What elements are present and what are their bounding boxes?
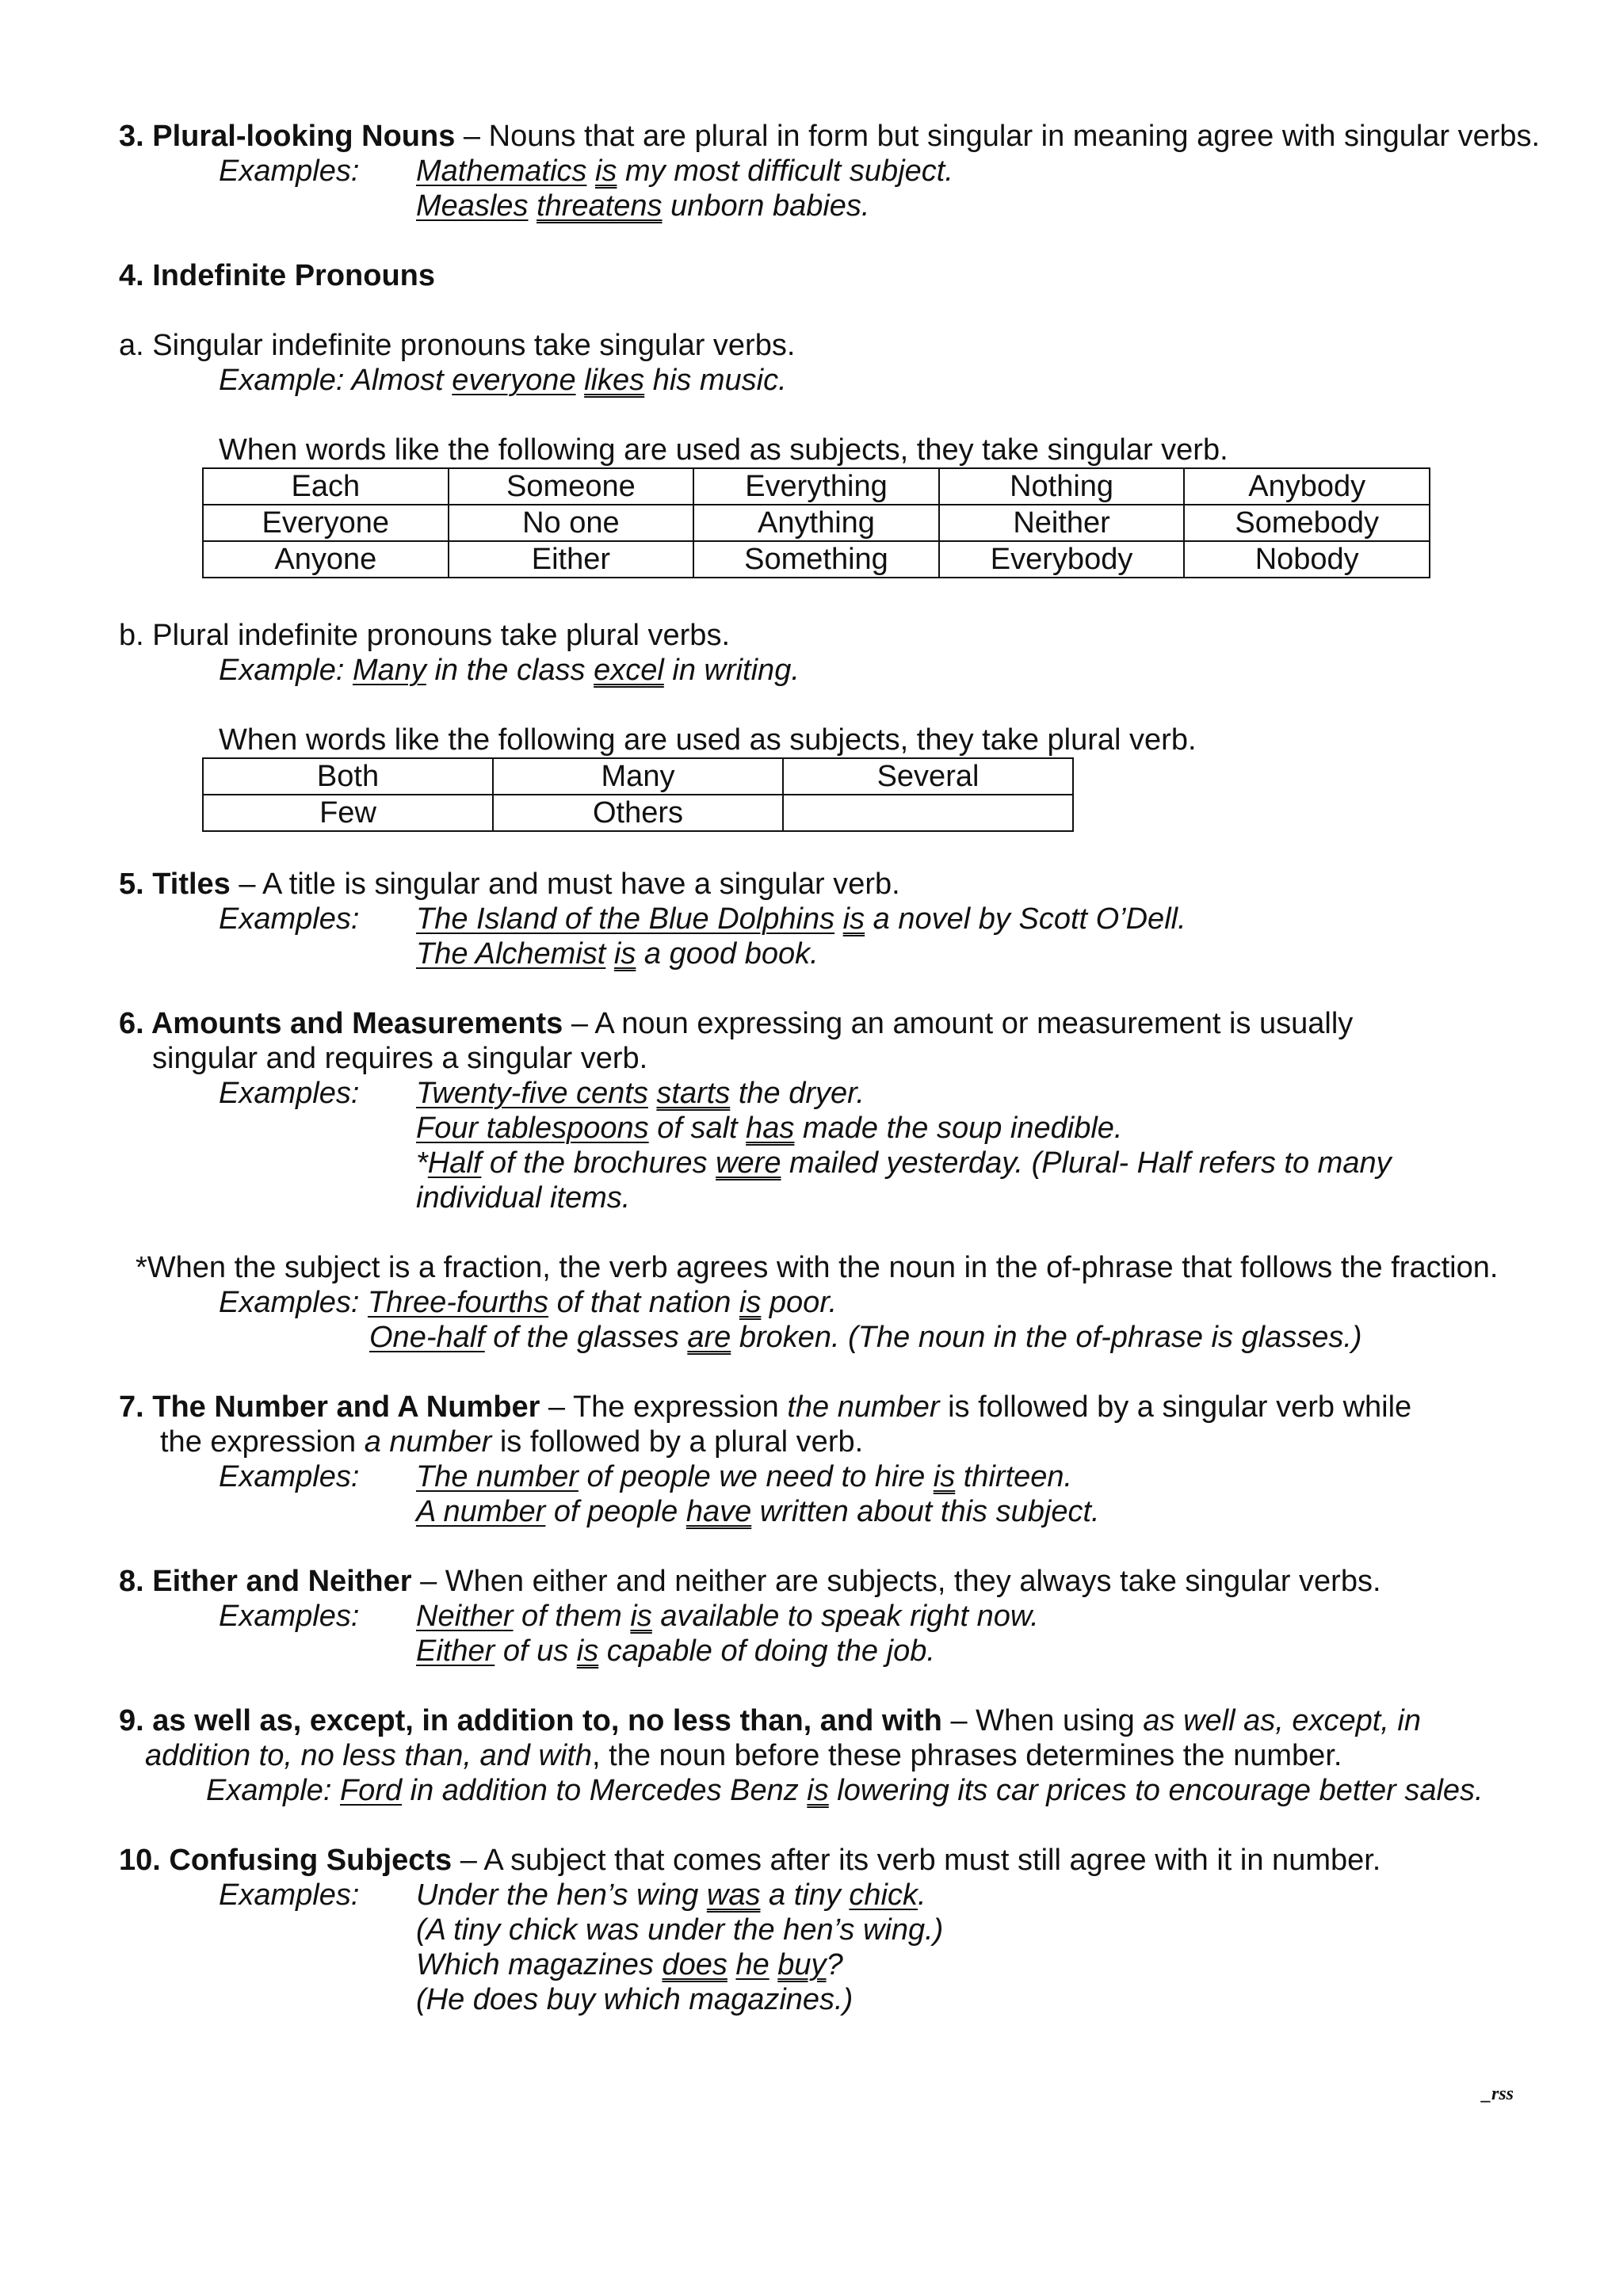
section-6-examples-label: Examples: [219, 1077, 360, 1110]
plural-pronouns-table [202, 757, 1074, 832]
example-subject: Neither [416, 1600, 514, 1633]
example-subject: Mathematics [416, 154, 587, 188]
example-text [834, 902, 843, 936]
example-verb: threatens [537, 189, 663, 223]
example-text: of us [495, 1634, 577, 1668]
example-verb: is [613, 937, 636, 971]
example-subject: Measles [416, 189, 529, 223]
example-text: mailed yesterday. (Plural- Half refers to many [781, 1146, 1392, 1180]
example-verb: is [594, 154, 617, 188]
section-6-title-line [119, 1006, 1353, 1041]
example-verb: is [807, 1774, 829, 1807]
section-3-example-2 [416, 189, 870, 223]
example-subject: A number [416, 1495, 546, 1528]
example-subject: Twenty-five cents [416, 1077, 648, 1110]
example-text: . [917, 1878, 926, 1912]
table-cell: Either [449, 541, 694, 578]
section-4-heading: 4. Indefinite Pronouns [119, 259, 436, 292]
table-cell: No one [449, 505, 694, 541]
example-verb: excel [594, 654, 664, 687]
example-subject: Either [416, 1634, 495, 1668]
section-4a-line: a. Singular indefinite pronouns take singular verbs. [119, 329, 796, 362]
section-8-examples-label: Examples: [219, 1600, 360, 1633]
table-cell: Several [783, 758, 1073, 795]
example-text: in the class [426, 654, 594, 687]
example-text: Example: Almost [219, 364, 453, 397]
example-text [605, 937, 614, 971]
example-text: of the glasses [484, 1321, 688, 1354]
section-3-example-1 [416, 154, 953, 189]
section-6-example-3-cont: individual items. [416, 1181, 631, 1215]
section-7-description: is followed by a singular verb while [939, 1390, 1412, 1424]
example-text [648, 1077, 657, 1110]
example-text: poor. [761, 1286, 838, 1319]
fraction-example-1 [219, 1285, 837, 1320]
section-7-example-2 [416, 1494, 1100, 1529]
section-7-heading: 7. The Number and A Number [119, 1390, 540, 1424]
example-verb: does [662, 1948, 727, 1981]
example-subject: Half [427, 1146, 482, 1180]
section-3-heading: 3. Plural-looking Nouns [119, 120, 456, 153]
table-cell: Everybody [939, 541, 1185, 578]
example-text: made the soup inedible. [794, 1112, 1123, 1145]
example-verb: have [685, 1495, 752, 1528]
section-8-example-2 [416, 1634, 935, 1669]
section-8-description: – When either and neither are subjects, they always take singular verbs. [411, 1565, 1381, 1598]
section-7-description: a number [364, 1425, 492, 1459]
table-cell: Others [493, 795, 783, 831]
table-cell: Everyone [203, 505, 449, 541]
example-text: written about this subject. [751, 1495, 1100, 1528]
example-text: a tiny [760, 1878, 850, 1912]
section-6-description-cont: singular and requires a singular verb. [152, 1042, 648, 1075]
example-text: capable of doing the job. [598, 1634, 935, 1668]
table-row [203, 795, 1073, 831]
example-text: his music. [644, 364, 787, 397]
table-cell: Anything [693, 505, 939, 541]
example-text: my most difficult subject. [617, 154, 953, 188]
section-10-example-2 [416, 1947, 843, 1982]
section-8-heading: 8. Either and Neither [119, 1565, 412, 1598]
section-9-description-cont [145, 1738, 1342, 1773]
example-subject: he [735, 1948, 769, 1981]
example-text: the dryer. [730, 1077, 865, 1110]
section-6-example-3 [416, 1146, 1392, 1180]
example-text: Example: [206, 1774, 340, 1807]
section-7-title-line [119, 1390, 1411, 1425]
example-text: of that nation [548, 1286, 739, 1319]
example-text: in addition to Mercedes Benz [402, 1774, 808, 1807]
section-3-examples-label: Examples: [219, 154, 360, 188]
table-cell: Someone [449, 468, 694, 505]
example-text: available to speak right now. [651, 1600, 1039, 1633]
table-cell: Each [203, 468, 449, 505]
example-text: ? [826, 1948, 843, 1981]
section-7-description-cont [160, 1425, 863, 1459]
example-text: thirteen. [955, 1460, 1073, 1493]
section-8-example-1 [416, 1599, 1039, 1634]
example-subject: Three-fourths [367, 1286, 549, 1319]
example-text [576, 364, 585, 397]
example-verb: is [739, 1286, 762, 1319]
table-cell: Few [203, 795, 493, 831]
example-verb: is [933, 1460, 956, 1493]
table-row [203, 505, 1430, 541]
example-text: Which magazines [416, 1948, 663, 1981]
table-cell: Something [693, 541, 939, 578]
section-5-heading: 5. Titles [119, 868, 231, 901]
section-10-example-1 [416, 1878, 926, 1913]
section-9-description: addition to, no less than, and with [145, 1739, 593, 1772]
example-text: broken. (The noun in the of-phrase is glasses.) [731, 1321, 1362, 1354]
section-6-heading: 6. Amounts and Measurements [119, 1007, 563, 1040]
section-5-title-line [119, 867, 900, 902]
table-cell: Many [493, 758, 783, 795]
example-text: a novel by Scott O’Dell. [865, 902, 1186, 936]
example-verb: has [746, 1112, 795, 1145]
table-row [203, 468, 1430, 505]
example-text: of people [545, 1495, 686, 1528]
section-3-title-line [119, 119, 1540, 154]
singular-pronouns-table [202, 467, 1430, 578]
table-cell: Everything [693, 468, 939, 505]
example-text: lowering its car prices to encourage better sales. [828, 1774, 1484, 1807]
section-9-description: , the noun before these phrases determines the number. [592, 1739, 1342, 1772]
example-text: of the brochures [481, 1146, 716, 1180]
author-signature: _rss [1482, 2084, 1514, 2104]
section-9-title-line [119, 1703, 1421, 1738]
example-verb: buy [777, 1948, 827, 1981]
section-7-description: the number [787, 1390, 940, 1424]
section-9-description: – When using [941, 1704, 1144, 1737]
table-row [203, 758, 1073, 795]
example-text [727, 1948, 736, 1981]
section-10-examples-label: Examples: [219, 1878, 360, 1912]
example-text: unborn babies. [662, 189, 870, 223]
section-7-description: the expression [160, 1425, 365, 1459]
table-cell [783, 795, 1073, 831]
example-text: Under the hen’s wing [416, 1878, 707, 1912]
example-subject: One-half [369, 1321, 485, 1354]
fraction-example-2 [369, 1320, 1362, 1355]
table-cell: Neither [939, 505, 1185, 541]
table-cell: Somebody [1184, 505, 1430, 541]
section-9-example [206, 1773, 1484, 1808]
example-verb: are [687, 1321, 731, 1354]
example-verb: was [706, 1878, 761, 1912]
example-text: of them [513, 1600, 631, 1633]
section-7-example-1 [416, 1459, 1072, 1494]
example-subject: everyone [452, 364, 576, 397]
table-cell: Anyone [203, 541, 449, 578]
fraction-note: *When the subject is a fraction, the verb agrees with the noun in the of-phrase that follows the fraction. [136, 1251, 1499, 1284]
example-subject: Ford [339, 1774, 403, 1807]
table-cell: Both [203, 758, 493, 795]
section-10-example-2-note: (He does buy which magazines.) [416, 1983, 854, 2016]
plural-table-intro: When words like the following are used as subjects, they take plural verb. [219, 723, 1197, 757]
section-5-example-2 [416, 936, 819, 971]
table-cell: Nothing [939, 468, 1185, 505]
example-verb: likes [584, 364, 645, 397]
table-cell: Anybody [1184, 468, 1430, 505]
example-text: Examples: [219, 1286, 368, 1319]
example-subject: The Island of the Blue Dolphins [416, 902, 835, 936]
section-5-examples-label: Examples: [219, 902, 360, 936]
example-verb: is [842, 902, 865, 936]
section-9-heading: 9. as well as, except, in addition to, no less than, and with [119, 1704, 942, 1737]
section-6-example-1 [416, 1076, 865, 1111]
section-10-example-1-note: (A tiny chick was under the hen’s wing.) [416, 1913, 944, 1947]
example-subject: The number [416, 1460, 579, 1493]
section-9-description: as well as, except, in [1143, 1704, 1421, 1737]
singular-table-intro: When words like the following are used as subjects, they take singular verb. [219, 433, 1228, 467]
example-text: a good book. [636, 937, 819, 971]
section-6-example-2 [416, 1111, 1123, 1146]
section-4b-example [219, 653, 800, 688]
example-verb: starts [656, 1077, 731, 1110]
example-text: in writing. [663, 654, 800, 687]
section-4b-line: b. Plural indefinite pronouns take plural verbs. [119, 619, 731, 652]
section-3-description: – Nouns that are plural in form but singular in meaning agree with singular verbs. [455, 120, 1541, 153]
example-subject: Many [352, 654, 426, 687]
example-text: Example: [219, 654, 353, 687]
section-7-description: – The expression [540, 1390, 788, 1424]
example-verb: is [630, 1600, 652, 1633]
example-subject: The Alchemist [416, 937, 606, 971]
example-text [529, 189, 537, 223]
section-7-examples-label: Examples: [219, 1460, 360, 1493]
example-text: * [416, 1146, 428, 1180]
example-text: of salt [648, 1112, 747, 1145]
example-verb: were [716, 1146, 781, 1180]
section-6-description: – A noun expressing an amount or measurement is usually [563, 1007, 1354, 1040]
example-text: of people we need to hire [578, 1460, 934, 1493]
section-8-title-line [119, 1564, 1381, 1599]
table-row [203, 541, 1430, 578]
example-subject: chick [849, 1878, 918, 1912]
example-subject: Four tablespoons [416, 1112, 649, 1145]
section-7-description: is followed by a plural verb. [491, 1425, 864, 1459]
section-5-description: – A title is singular and must have a singular verb. [230, 868, 900, 901]
section-5-example-1 [416, 902, 1186, 936]
section-10-heading: 10. Confusing Subjects [119, 1844, 453, 1877]
example-verb: is [576, 1634, 599, 1668]
example-text [586, 154, 595, 188]
example-text [769, 1948, 778, 1981]
section-10-title-line [119, 1843, 1381, 1878]
table-cell: Nobody [1184, 541, 1430, 578]
section-10-description: – A subject that comes after its verb must still agree with it in number. [452, 1844, 1381, 1877]
section-4a-example [219, 363, 787, 398]
